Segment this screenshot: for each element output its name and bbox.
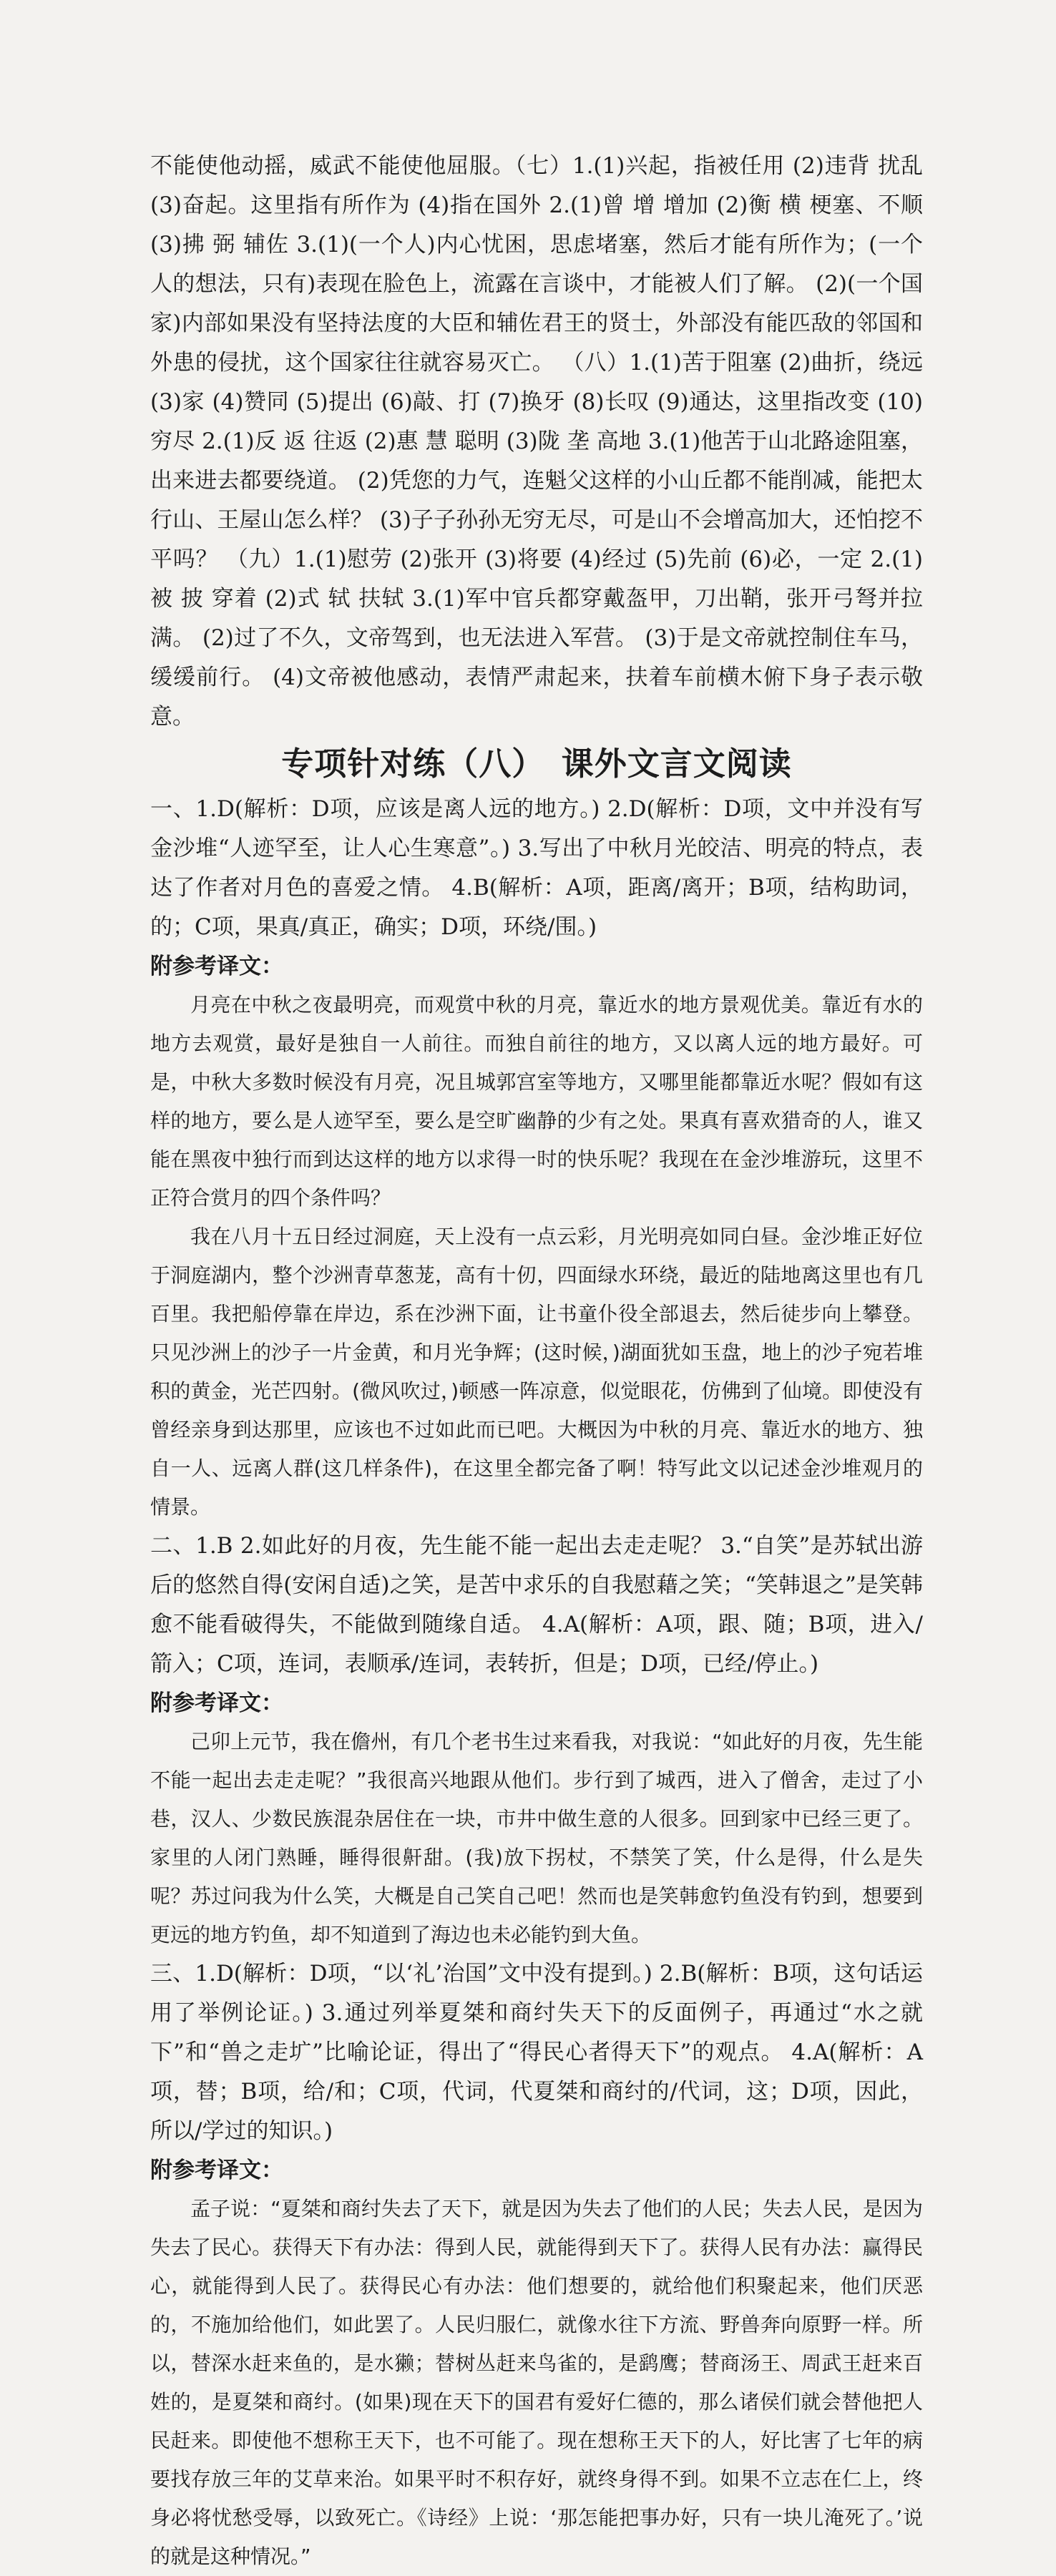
section-title: 专项针对练（八） 课外文言文阅读 — [281, 745, 792, 783]
continuation-answers: 不能使他动摇，威武不能使他屈服。（七）1.(1)兴起，指被任用 (2)违背 扰乱 (3)奋起。这里指有所作为 (4)指在国外 2.(1)曾 增 增加 (2)衡 横 梗塞、不顺 (3)拂 弼 辅佐 3.(1)(一个人)内心忧困，思虑堵塞，然后才能有所作为；(一个人的想法，只有)表现在脸色上，流露在言谈中，才能被人们了解。 (2)(一个国家)内部如果没有坚持法度的大臣和辅佐君王的贤士，外部没有能匹敌的邻国和外患的侵扰，这个国家往往就容易灭亡。 （八）1.(1)苦于阻塞 (2)曲折，绕远 (3)家 (4)赞同 (5)提出 (6)敲、打 (7)换牙 (8)长叹 (9)通达，这里指改变 (10)穷尽 2.(1)反 返 往返 (2)惠 慧 聪明 (3)陇 垄 高地 3.(1)他苦于山北路途阻塞，出来进去都要绕道。 (2)凭您的力气，连魁父这样的小山丘都不能削减，能把太行山、王屋山怎么样？ (3)子子孙孙无穷无尽，可是山不会增高加大，还怕挖不平吗？ （九）1.(1)慰劳 (2)张开 (3)将要 (4)经过 (5)先前 (6)必，一定 2.(1)被 披 穿着 (2)式 轼 扶轼 3.(1)军中官兵都穿戴盔甲，刀出鞘，张开弓弩并拉满。 (2)过了不久，文帝驾到，也无法进入军营。 (3)于是文帝就控制住车马，缓缓前行。 (4)文帝被他感动，表情严肃起来，扶着车前横木俯下身子表示敬意。 — [150, 153, 923, 730]
part3-ref-label: 附参考译文： — [150, 2158, 283, 2183]
part1-translation-p2: 我在八月十五日经过洞庭，天上没有一点云彩，月光明亮如同白昼。金沙堆正好位于洞庭湖内，整个沙洲青草葱茏，高有十仞，四面绿水环绕，最近的陆地离这里也有几百里。我把船停靠在岸边，系在沙洲下面，让书童仆役全部退去，然后徒步向上攀登。只见沙洲上的沙子一片金黄，和月光争辉；(这时候，)湖面犹如玉盘，地上的沙子宛若堆积的黄金，光芒四射。(微风吹过，)顿感一阵凉意，似觉眼花，仿佛到了仙境。即使没有曾经亲身到达那里，应该也不过如此而已吧。大概因为中秋的月亮、靠近水的地方、独自一人、远离人群(这几样条件)，在这里全都完备了啊！特写此文以记述金沙堆观月的情景。 — [150, 1225, 923, 1519]
part1-translation-p1: 月亮在中秋之夜最明亮，而观赏中秋的月亮，靠近水的地方景观优美。靠近有水的地方去观赏，最好是独自一人前往。而独自前往的地方，又以离人远的地方最好。可是，中秋大多数时候没有月亮，况且城郭宫室等地方，又哪里能都靠近水呢？假如有这样的地方，要么是人迹罕至，要么是空旷幽静的少有之处。果真有喜欢猎奇的人，谁又能在黑夜中独行而到达这样的地方以求得一时的快乐呢？我现在在金沙堆游玩，这里不正符合赏月的四个条件吗？ — [150, 993, 923, 1210]
part2-translation: 己卯上元节，我在儋州，有几个老书生过来看我，对我说：“如此好的月夜，先生能不能一起出去走走呢？”我很高兴地跟从他们。步行到了城西，进入了僧舍，走过了小巷，汉人、少数民族混杂居住在一块，市井中做生意的人很多。回到家中已经三更了。家里的人闭门熟睡，睡得很鼾甜。(我)放下拐杖，不禁笑了笑，什么是得，什么是失呢？苏过问我为什么笑，大概是自己笑自己吧！然而也是笑韩愈钓鱼没有钓到，想要到更远的地方钓鱼，却不知道到了海边也未必能钓到大鱼。 — [150, 1730, 923, 1946]
part3-translation: 孟子说：“夏桀和商纣失去了天下，就是因为失去了他们的人民；失去人民，是因为失去了民心。获得天下有办法：得到人民，就能得到天下了。获得人民有办法：赢得民心，就能得到人民了。获得民心有办法：他们想要的，就给他们积聚起来，他们厌恶的，不施加给他们，如此罢了。人民归服仁，就像水往下方流、野兽奔向原野一样。所以，替深水赶来鱼的，是水獭；替树丛赶来鸟雀的，是鹞鹰；替商汤王、周武王赶来百姓的，是夏桀和商纣。(如果)现在天下的国君有爱好仁德的，那么诸侯们就会替他把人民赶来。即使他不想称王天下，也不可能了。现在想称王天下的人，好比害了七年的病要找存放三年的艾草来治。如果平时不积存好，就终身得不到。如果不立志在仁上，终身必将忧愁受辱，以致死亡。《诗经》上说：‘那怎能把事办好，只有一块儿淹死了。’说的就是这种情况。” — [150, 2197, 923, 2568]
part2-answers: 二、1.B 2.如此好的月夜，先生能不能一起出去走走呢？ 3.“自笑”是苏轼出游后的悠然自得(安闲自适)之笑，是苦中求乐的自我慰藉之笑；“笑韩退之”是笑韩愈不能看破得失，不能做到随缘自适。 4.A(解析：A项，跟、随；B项，进入/箭入；C项，连词，表顺承/连词，表转折，但是；D项，已经/停止。) — [150, 1533, 923, 1677]
part1-answers: 一、1.D(解析：D项，应该是离人远的地方。) 2.D(解析：D项，文中并没有写金沙堆“人迹罕至，让人心生寒意”。) 3.写出了中秋月光皎洁、明亮的特点，表达了作者对月色的喜爱之情。 4.B(解析：A项，距离/离开；B项，结构助词，的；C项，果真/真正，确实；D项，环绕/围。) — [150, 796, 923, 940]
part2-ref-label: 附参考译文： — [150, 1690, 283, 1716]
part3-answers: 三、1.D(解析：D项，“以‘礼’治国”文中没有提到。) 2.B(解析：B项，这句话运用了举例论证。) 3.通过列举夏桀和商纣失天下的反面例子，再通过“水之就下”和“兽之走圹”比喻论证，得出了“得民心者得天下”的观点。 4.A(解析：A项，替；B项，给/和；C项，代词，代夏桀和商纣的/代词，这；D项，因此，所以/学过的知识。) — [150, 1961, 923, 2144]
part1-ref-label: 附参考译文： — [150, 954, 283, 979]
answer-column — [150, 147, 923, 2576]
